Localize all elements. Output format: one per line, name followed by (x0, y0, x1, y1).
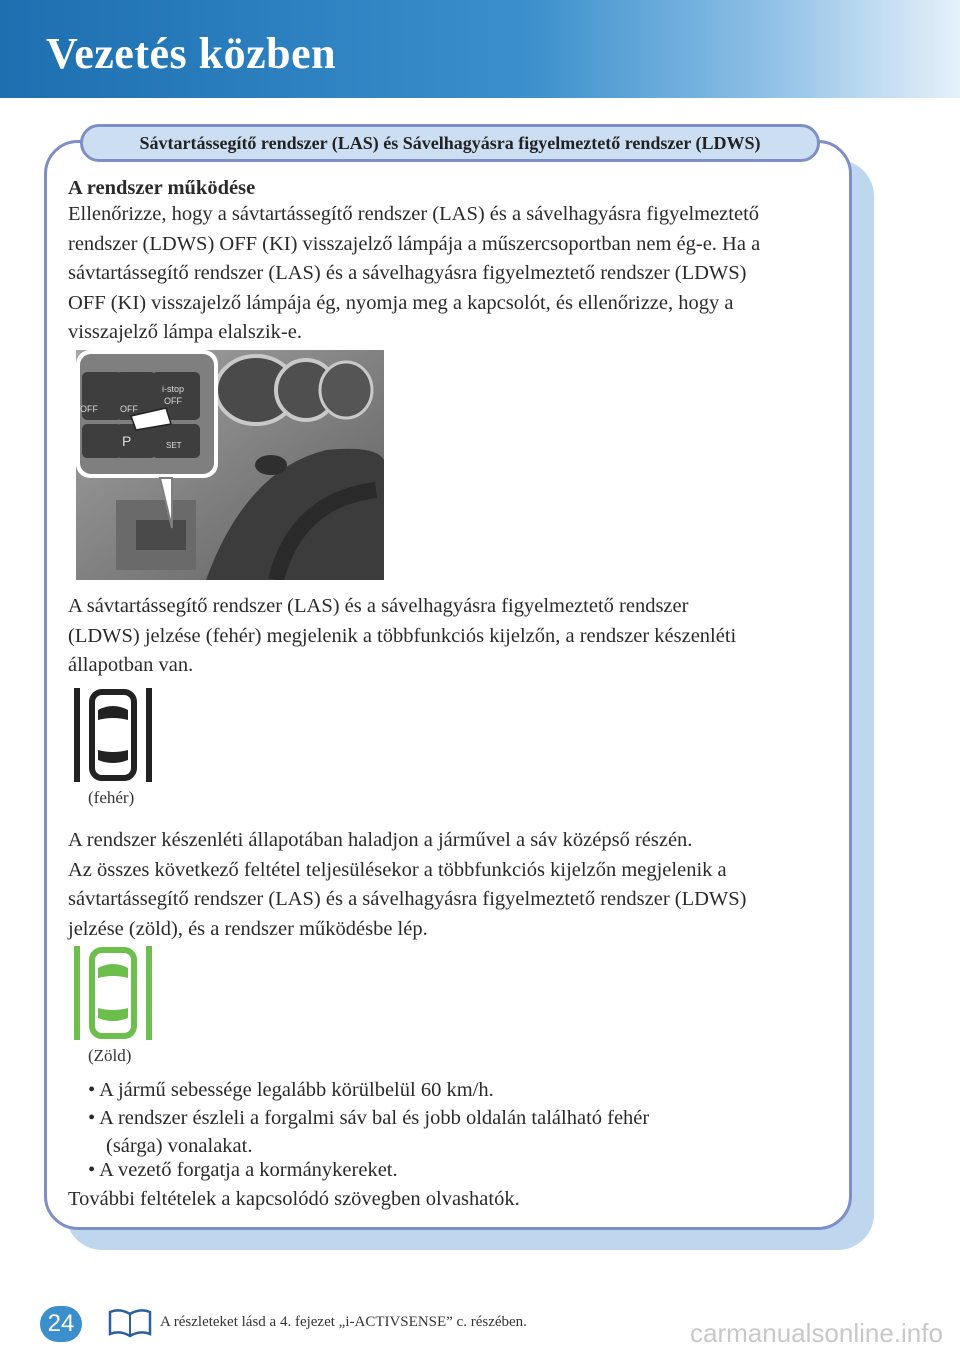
bullet-item: • A jármű sebessége legalább körülbelül 60 km/h. (88, 1079, 494, 1101)
header-bar (0, 0, 960, 98)
caption-green: (Zöld) (88, 1046, 132, 1065)
istop-off-label: OFF (164, 396, 182, 406)
text-line: állapotban van. (68, 654, 194, 676)
text-line: sávtartássegítő rendszer (LAS) és a sávelhagyásra figyelmeztető rendszer (LDWS) (68, 262, 747, 284)
paragraph-3 (68, 826, 828, 944)
lane-indicator-white-icon (68, 686, 158, 786)
text-line: A sávtartássegítő rendszer (LAS) és a sávelhagyásra figyelmeztető rendszer (68, 595, 689, 617)
bullet-item: • A vezető forgatja a kormánykereket. (88, 1159, 398, 1181)
istop-label: i-stop (162, 384, 185, 394)
subheading: A rendszer működése (68, 177, 256, 199)
text-line: rendszer (LDWS) OFF (KI) visszajelző lámpája a műszercsoportban nem ég-e. Ha a (68, 232, 761, 255)
page-number: 24 (40, 1306, 82, 1342)
watermark: carmanualsonline.info (690, 1318, 943, 1348)
text-line: OFF (KI) visszajelző lámpája ég, nyomja meg a kapcsolót, és ellenőrizze, hogy a (68, 291, 734, 314)
set-label: SET (166, 441, 182, 450)
caption-white: (fehér) (88, 788, 135, 807)
dashboard-switch-photo (76, 350, 384, 580)
book-icon (106, 1306, 154, 1340)
text-line: Ellenőrizze, hogy a sávtartássegítő rendszer (LAS) és a sávelhagyásra figyelmeztető (68, 203, 760, 225)
closing-text: További feltételek a kapcsolódó szövegben olvashatók. (68, 1188, 520, 1210)
svg-text:P: P (122, 433, 132, 449)
footer-reference: A részleteket lásd a 4. fejezet „i-ACTIVSENSE” c. részében. (160, 1314, 527, 1330)
page-title: Vezetés közben (46, 29, 337, 78)
text-line: visszajelző lámpa elalszik-e. (68, 321, 302, 343)
bullet-item: • A rendszer észleli a forgalmi sáv bal és jobb oldalán található fehér (88, 1107, 650, 1129)
text-line: Az összes következő feltétel teljesülésekor a többfunkciós kijelzőn megjelenik a (68, 858, 727, 881)
text-line: A rendszer készenléti állapotában haladjon a járművel a sáv középső részén. (68, 829, 693, 851)
paragraph-1 (68, 200, 828, 348)
section-title: Sávtartássegítő rendszer (LAS) és Sávelhagyásra figyelmeztető rendszer (LDWS) (80, 124, 820, 162)
text-line: sávtartássegítő rendszer (LAS) és a sávelhagyásra figyelmeztető rendszer (LDWS) (68, 888, 747, 910)
text-line: jelzése (zöld), és a rendszer működésbe lép. (68, 917, 428, 940)
paragraph-2 (68, 592, 828, 681)
off-label: OFF (80, 404, 98, 414)
bullet-item-continuation: (sárga) vonalakat. (106, 1135, 253, 1157)
off-label: OFF (120, 404, 138, 414)
lane-indicator-green-icon (68, 944, 158, 1044)
text-line: (LDWS) jelzése (fehér) megjelenik a többfunkciós kijelzőn, a rendszer készenléti (68, 624, 737, 647)
